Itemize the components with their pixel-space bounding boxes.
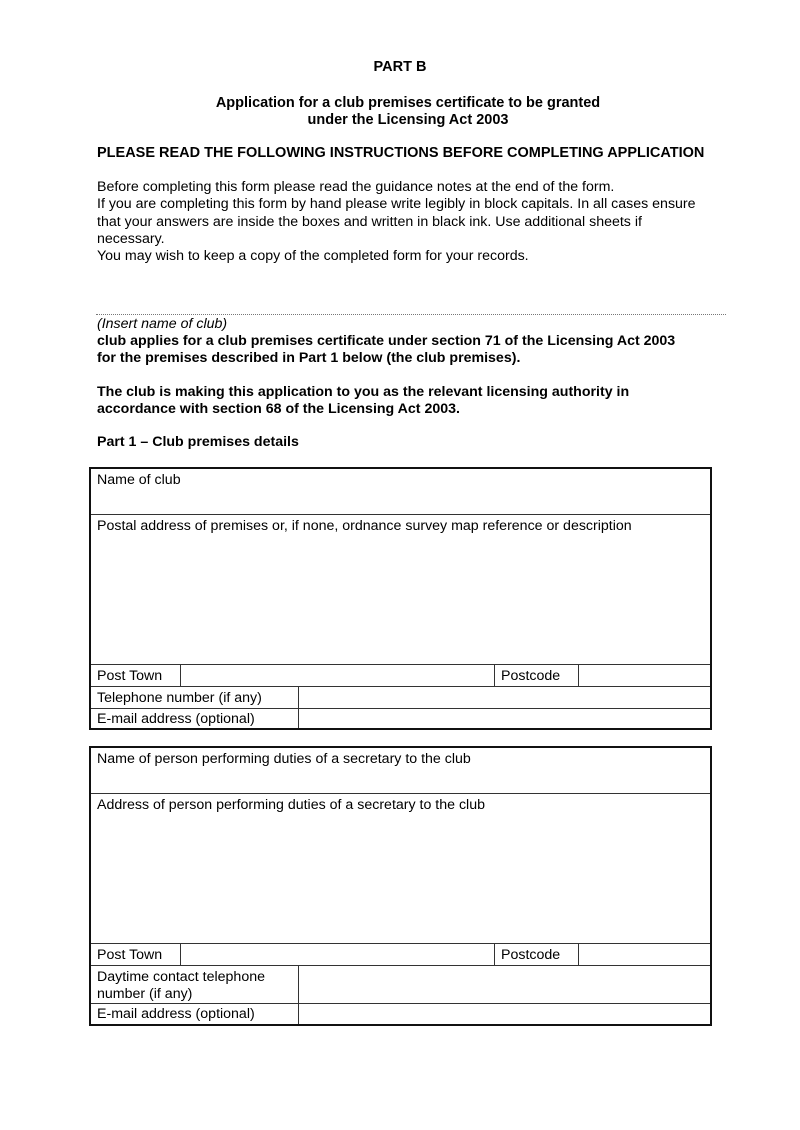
- club-name-field[interactable]: [91, 469, 710, 514]
- subtitle-line-2: under the Licensing Act 2003: [307, 112, 509, 128]
- secretary-email-row: [91, 1003, 710, 1024]
- instruction-line: If you are completing this form by hand please write legibly in block capitals. In all cases ensure: [97, 196, 696, 213]
- secretary-name-row[interactable]: [91, 748, 710, 793]
- club-name-row[interactable]: [91, 469, 710, 514]
- applies-line-2: for the premises described in Part 1 below (the club premises).: [97, 350, 521, 367]
- part-title: PART B: [373, 59, 427, 75]
- authority-statement: [97, 384, 629, 419]
- secretary-address-label: Address of person performing duties of a secretary to the club: [97, 797, 485, 813]
- secretary-telephone-input[interactable]: [298, 966, 710, 1003]
- club-name-label: Name of club: [97, 472, 181, 488]
- form-subtitle: [0, 95, 800, 129]
- postal-address-label: Postal address of premises or, if none, ordnance survey map reference or description: [97, 518, 632, 534]
- secretary-details-box: [89, 746, 712, 1026]
- secretary-telephone-label: [91, 966, 298, 1003]
- postal-address-field[interactable]: [91, 515, 710, 664]
- applies-line-1: club applies for a club premises certificate under section 71 of the Licensing Act 2003: [97, 333, 676, 349]
- post-town-label: Post Town: [97, 668, 163, 684]
- telephone-input[interactable]: [298, 687, 710, 708]
- postcode-input[interactable]: [578, 665, 710, 686]
- instruction-line: Before completing this form please read the guidance notes at the end of the form.: [97, 179, 615, 195]
- authority-line-1: The club is making this application to you as the relevant licensing authority in: [97, 384, 630, 400]
- applies-statement: [97, 333, 675, 368]
- premises-details-box: [89, 467, 712, 730]
- postal-address-row[interactable]: [91, 514, 710, 664]
- telephone-label: Telephone number (if any): [97, 690, 262, 706]
- authority-line-2: accordance with section 68 of the Licensing Act 2003.: [97, 401, 460, 418]
- insert-club-name-label: (Insert name of club): [97, 316, 228, 332]
- secretary-postcode-input[interactable]: [578, 944, 710, 965]
- instructions-heading: PLEASE READ THE FOLLOWING INSTRUCTIONS BEFORE COMPLETING APPLICATION: [97, 145, 705, 161]
- secretary-post-town-input[interactable]: [180, 944, 494, 965]
- email-row: [91, 708, 710, 728]
- secretary-email-input[interactable]: [298, 1004, 710, 1024]
- secretary-telephone-label-line-1: Daytime contact telephone: [97, 969, 265, 985]
- secretary-post-town-row: [91, 943, 710, 965]
- subtitle-line-1: Application for a club premises certificate to be granted: [215, 95, 601, 111]
- club-name-input-line[interactable]: [96, 314, 726, 315]
- secretary-postcode-label: Postcode: [494, 944, 578, 965]
- secretary-telephone-label-line-2: number (if any): [97, 986, 193, 1002]
- secretary-name-label: Name of person performing duties of a secretary to the club: [97, 751, 471, 767]
- email-input[interactable]: [298, 709, 710, 728]
- secretary-name-field[interactable]: [91, 748, 710, 793]
- email-label: E-mail address (optional): [97, 711, 255, 727]
- part1-heading: Part 1 – Club premises details: [97, 434, 299, 450]
- secretary-address-field[interactable]: [91, 794, 710, 943]
- postcode-label: Postcode: [494, 665, 578, 686]
- secretary-email-label: E-mail address (optional): [97, 1006, 255, 1022]
- instruction-line: that your answers are inside the boxes and written in black ink. Use additional sheets if: [97, 213, 642, 230]
- secretary-telephone-row: [91, 965, 710, 1003]
- secretary-address-row[interactable]: [91, 793, 710, 943]
- instruction-line: You may wish to keep a copy of the completed form for your records.: [97, 248, 529, 265]
- post-town-input[interactable]: [180, 665, 494, 686]
- telephone-row: [91, 686, 710, 708]
- post-town-row: [91, 664, 710, 686]
- instruction-line: necessary.: [97, 230, 165, 247]
- secretary-post-town-label: Post Town: [97, 947, 163, 963]
- instructions-text: [97, 179, 737, 265]
